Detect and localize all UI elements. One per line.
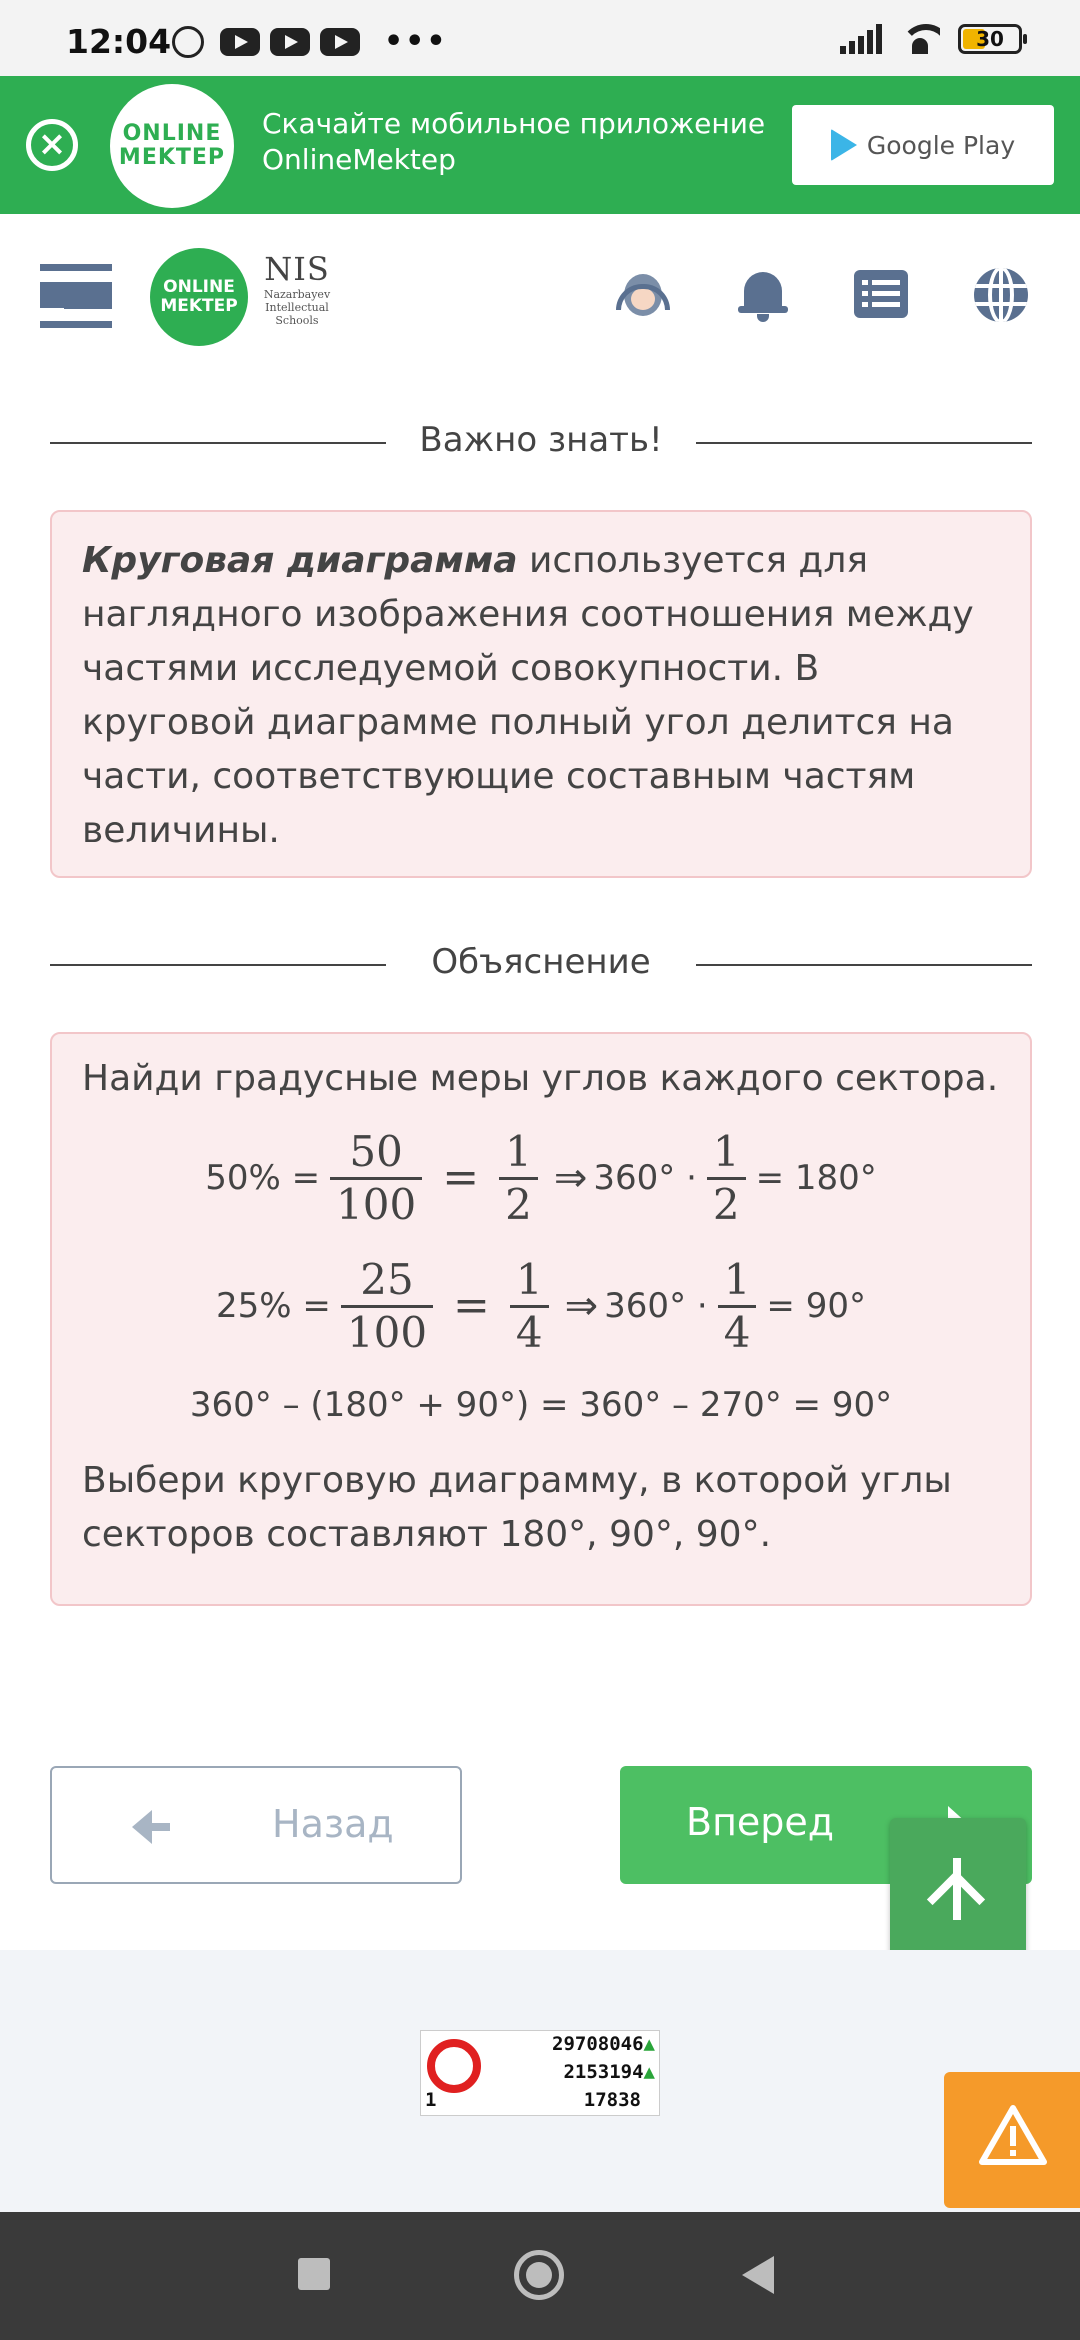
counter-online: 1 (425, 2089, 437, 2111)
close-banner-button[interactable] (26, 119, 78, 171)
system-indicators (840, 24, 1022, 54)
notifications-bell-icon[interactable] (734, 266, 792, 324)
warning-icon (978, 2104, 1048, 2166)
explanation-heading (50, 942, 1032, 986)
more-notifications-icon: ••• (384, 24, 448, 59)
counter-logo-icon (427, 2039, 481, 2093)
math-line-25: 25% = $\frac{25}{100}$ = $\frac{1}{4}$ ⇒ 360° · $\frac{1}{4}$ = 90° (216, 1254, 866, 1357)
language-globe-icon[interactable] (972, 266, 1030, 324)
back-button-label: Назад (272, 1802, 394, 1846)
arrow-left-icon (132, 1810, 172, 1844)
signal-icon (840, 24, 882, 54)
nis-logo (254, 250, 340, 327)
onlinemektep-home-logo[interactable]: ONLINE MEKTEP (150, 248, 248, 346)
wifi-icon (900, 24, 940, 54)
notification-icons (172, 24, 448, 59)
system-navigation-bar (0, 2212, 1080, 2340)
google-play-label: Google Play (866, 130, 1016, 160)
next-button-label: Вперед (686, 1800, 835, 1844)
explanation-intro: Найди градусные меры углов каждого сектора. (82, 1058, 999, 1099)
status-bar (0, 0, 1080, 76)
nis-title: NIS (264, 250, 330, 288)
important-title: Важно знать! (419, 420, 663, 460)
scroll-to-top-button[interactable] (890, 1818, 1026, 1960)
support-icon[interactable] (614, 266, 672, 324)
counter-total: 29708046 (552, 2033, 644, 2055)
battery-level: 30 (976, 27, 1004, 51)
explanation-info-box (50, 1032, 1032, 1606)
youtube-icon (320, 28, 360, 56)
youtube-icon (220, 28, 260, 56)
youtube-icon (270, 28, 310, 56)
close-icon: × (37, 124, 67, 164)
counter-month: 2153194 (563, 2061, 644, 2083)
math-line-50: 50% = $\frac{50}{100}$ = $\frac{1}{2}$ ⇒ 360° · $\frac{1}{2}$ = 180° (205, 1126, 877, 1229)
onlinemektep-logo: ONLINE MEKTEP (110, 84, 234, 208)
back-nav-icon[interactable] (742, 2256, 774, 2294)
explanation-title: Объяснение (431, 942, 651, 982)
google-play-icon (831, 129, 857, 161)
explanation-conclusion: Выбери круговую диаграмму, в которой углы секторов составляют 180°, 90°, 90°. (82, 1460, 952, 1555)
counter-today: 17838 (583, 2089, 641, 2111)
contents-list-icon[interactable] (852, 266, 910, 324)
nis-subtitle: Nazarbayev Intellectual Schools (263, 288, 331, 327)
google-play-button[interactable] (792, 105, 1054, 185)
battery-icon (958, 24, 1022, 54)
visit-counter-widget[interactable]: 29708046▲ 2153194▲ 1 17838 (420, 2030, 660, 2116)
menu-toggle-icon[interactable] (40, 264, 112, 328)
alarm-icon (172, 26, 204, 58)
app-header (0, 214, 1080, 380)
math-line-remainder: 360° – (180° + 90°) = 360° – 270° = 90° (189, 1385, 893, 1425)
recent-apps-icon[interactable] (298, 2258, 330, 2290)
banner-text: Скачайте мобильное приложение OnlineMektep (262, 107, 766, 176)
important-text: используется для наглядного изображения соотношения между частями исследуемой совокупности. В круговой диаграмме полный угол делится на части, соответствующие составным частям величины. (82, 540, 974, 851)
back-button[interactable] (50, 1766, 462, 1884)
important-info-box (50, 510, 1032, 878)
important-heading (50, 420, 1032, 464)
status-time: 12:04 (66, 22, 172, 61)
app-download-banner (0, 76, 1080, 214)
home-icon[interactable] (514, 2250, 564, 2300)
report-error-button[interactable] (944, 2072, 1080, 2208)
important-term: Круговая диаграмма (82, 540, 518, 581)
